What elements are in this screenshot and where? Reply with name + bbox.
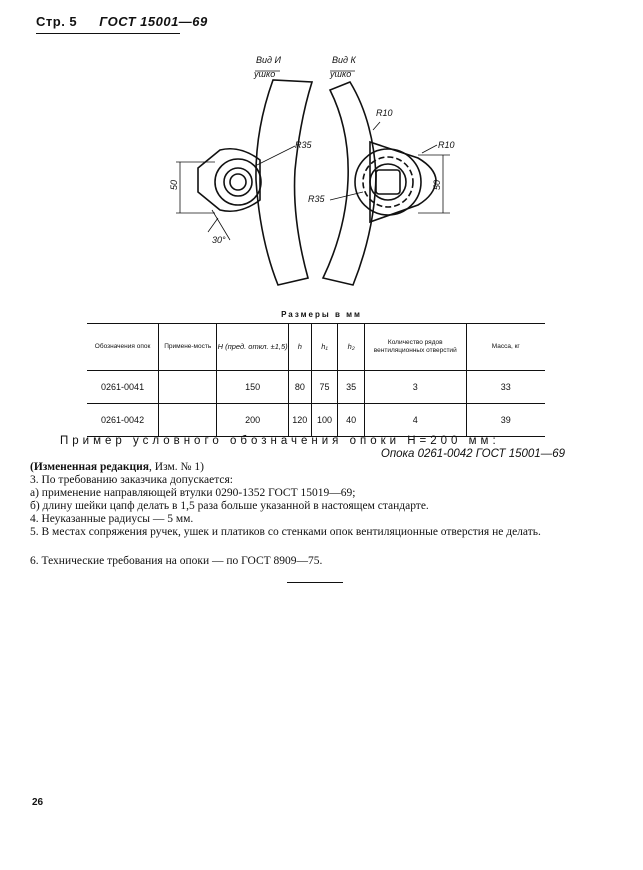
dimensions-table — [87, 323, 545, 437]
left-lug-body — [256, 80, 312, 285]
revision-rest: , Изм. № 1) — [149, 461, 204, 473]
paragraph-3: 3. По требованию заказчика допускается: — [30, 474, 234, 486]
cell — [159, 404, 217, 437]
right-lug-plate — [370, 142, 436, 222]
table-row — [87, 404, 545, 437]
revision-note — [30, 461, 625, 474]
paragraph-3a: а) применение направляющей втулки 0290-1352 ГОСТ 15019—69; — [30, 487, 356, 499]
col-header-usage: Примене-мость — [159, 324, 217, 371]
example-designation: Опока 0261-0042 ГОСТ 15001—69 — [380, 448, 565, 460]
left-dimension-label: 50 — [169, 179, 179, 190]
cell: 150 — [217, 371, 289, 404]
right-lug-body — [323, 82, 376, 285]
cell: 39 — [466, 404, 545, 437]
table-caption: Размеры в мм — [281, 310, 362, 319]
paragraph-3b: б) длину шейки цапф делать в 1,5 раза больше указанной в настоящем стандарте. — [30, 500, 429, 512]
cell: 0261-0041 — [87, 371, 159, 404]
right-boss-outer — [355, 149, 421, 215]
technical-drawing — [160, 50, 460, 300]
page-number-label: Стр. 5 — [36, 14, 78, 29]
view-right-line2: ушко — [330, 69, 352, 79]
cell: 4 — [364, 404, 466, 437]
col-header-h2: h₂ — [338, 324, 365, 371]
table-header-row — [87, 324, 545, 371]
right-radius-side-label: R10 — [438, 140, 455, 150]
cell: 80 — [288, 371, 311, 404]
left-bore — [230, 174, 246, 190]
cell: 75 — [311, 371, 338, 404]
col-header-mass: Масса, кг — [466, 324, 545, 371]
paragraph-6: 6. Технические требования на опоки — по ГОСТ 8909—75. — [30, 555, 323, 567]
paragraph-5: 5. В местах сопряжения ручек, ушек и платиков со стенками опок вентиляционные отверстия не делать. — [30, 526, 541, 538]
revision-label: (Измененная редакция — [30, 461, 150, 473]
left-boss-inner — [224, 168, 252, 196]
cell: 40 — [338, 404, 365, 437]
cell: 3 — [364, 371, 466, 404]
paragraph-4: 4. Неуказанные радиусы — 5 мм. — [30, 513, 194, 525]
page-header — [36, 14, 208, 29]
cell — [159, 371, 217, 404]
view-left-line1: Вид И — [256, 55, 281, 65]
table-row — [87, 371, 545, 404]
col-header-H: H (пред. откл. ±1,5) — [217, 324, 289, 371]
right-square-hole — [376, 170, 400, 194]
left-boss-outer — [215, 159, 261, 205]
col-header-vent-rows: Количество рядов вентиляционных отверстий — [364, 324, 466, 371]
view-left-line2: ушко — [254, 69, 276, 79]
footer-page-number: 26 — [32, 797, 44, 808]
right-dimension-label: 50 — [432, 179, 442, 190]
end-rule — [287, 582, 343, 583]
cell: 0261-0042 — [87, 404, 159, 437]
cell: 120 — [288, 404, 311, 437]
cell: 33 — [466, 371, 545, 404]
right-radius-inner-label: R35 — [308, 194, 325, 204]
col-header-designation: Обозначения опок — [87, 324, 159, 371]
header-rule — [36, 33, 180, 34]
cell: 100 — [311, 404, 338, 437]
cell: 200 — [217, 404, 289, 437]
view-right-line1: Вид К — [332, 55, 356, 65]
col-header-h1: h₁ — [311, 324, 338, 371]
cell: 35 — [338, 371, 365, 404]
col-header-h: h — [288, 324, 311, 371]
right-radius-top-label: R10 — [376, 108, 393, 118]
left-radius-label: R35 — [295, 140, 312, 150]
standard-number: ГОСТ 15001—69 — [99, 14, 208, 29]
left-angle-label: 30° — [212, 235, 226, 245]
example-heading: Пример условного обозначения опоки H=200 мм: — [60, 435, 500, 447]
